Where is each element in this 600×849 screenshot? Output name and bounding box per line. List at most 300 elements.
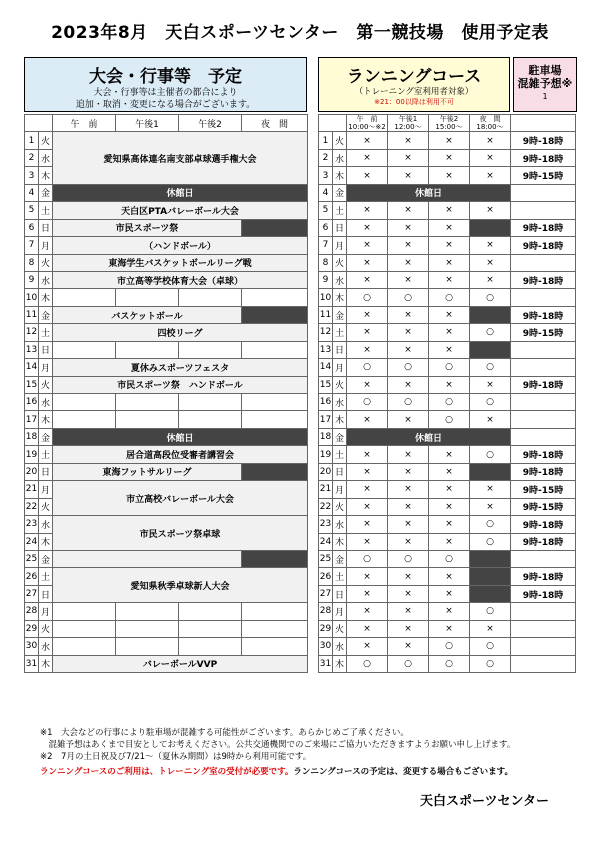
running-course-title: ランニングコース [346, 67, 482, 87]
weekday: 月 [39, 359, 53, 376]
available-mark: ○ [470, 394, 511, 411]
unavailable-mark: × [470, 620, 511, 637]
day-number: 4 [319, 184, 333, 201]
run-col-time: 18:00～ [476, 123, 504, 132]
weekday: 木 [333, 411, 347, 428]
available-mark: ○ [347, 655, 388, 672]
weekday: 火 [333, 376, 347, 393]
weekday: 火 [39, 132, 53, 149]
run-row [319, 620, 576, 637]
day-number: 8 [25, 254, 39, 271]
event-cell: 天白区PTAバレーボール大会 [53, 202, 308, 219]
events-row [25, 428, 308, 445]
unavailable-mark: × [388, 132, 429, 149]
parking-forecast [511, 254, 576, 271]
day-number: 18 [319, 428, 333, 445]
run-col-time: 10:00～※2 [348, 123, 386, 132]
unavailable-mark: × [347, 149, 388, 166]
unavailable-mark: × [388, 568, 429, 585]
unavailable-mark: × [347, 568, 388, 585]
day-number: 1 [319, 132, 333, 149]
day-number: 29 [319, 620, 333, 637]
unavailable-mark: × [429, 463, 470, 480]
unavailable-mark: × [470, 481, 511, 498]
day-number: 20 [25, 463, 39, 480]
weekday: 火 [333, 498, 347, 515]
weekday: 木 [39, 655, 53, 672]
event-cell: 市民スポーツ祭卓球 [53, 516, 308, 551]
day-number: 2 [25, 149, 39, 166]
run-row [319, 516, 576, 533]
day-number: 30 [25, 638, 39, 655]
weekday: 木 [39, 289, 53, 306]
unavailable-slot [470, 219, 511, 236]
event-cell: バレーボールVVP [53, 655, 308, 672]
empty-slot [179, 620, 242, 637]
events-row [25, 184, 308, 201]
weekday: 火 [39, 620, 53, 637]
run-row [319, 638, 576, 655]
unavailable-mark: × [388, 237, 429, 254]
unavailable-mark: × [429, 271, 470, 288]
unavailable-mark: × [347, 132, 388, 149]
weekday: 金 [39, 184, 53, 201]
unavailable-mark: × [470, 167, 511, 184]
empty-slot [179, 394, 242, 411]
available-mark: ○ [429, 655, 470, 672]
unavailable-mark: × [388, 498, 429, 515]
unavailable-mark: × [388, 271, 429, 288]
weekday: 金 [39, 428, 53, 445]
available-mark: ○ [470, 324, 511, 341]
running-course-header [318, 57, 510, 112]
unavailable-mark: × [470, 149, 511, 166]
day-number: 4 [25, 184, 39, 201]
run-row [319, 498, 576, 515]
available-mark: ○ [388, 655, 429, 672]
run-row [319, 202, 576, 219]
empty-slot [179, 603, 242, 620]
events-col-2: 午後2 [179, 115, 242, 132]
run-row [319, 306, 576, 323]
events-row [25, 289, 308, 306]
run-row [319, 655, 576, 672]
weekday: 日 [333, 463, 347, 480]
unavailable-slot [242, 463, 308, 480]
unavailable-mark: × [347, 638, 388, 655]
events-row [25, 620, 308, 637]
running-course-note: ※21：00以降は利用不可 [374, 98, 454, 106]
weekday: 日 [333, 341, 347, 358]
day-number: 23 [319, 516, 333, 533]
day-number: 11 [319, 306, 333, 323]
unavailable-mark: × [347, 324, 388, 341]
available-mark: ○ [388, 359, 429, 376]
parking-forecast: 9時-18時 [511, 149, 576, 166]
day-number: 12 [25, 324, 39, 341]
unavailable-mark: × [347, 533, 388, 550]
day-number: 5 [319, 202, 333, 219]
day-number: 6 [25, 219, 39, 236]
parking-forecast [511, 202, 576, 219]
unavailable-mark: × [347, 603, 388, 620]
parking-forecast: 9時-18時 [511, 446, 576, 463]
parking-forecast: 9時-18時 [511, 271, 576, 288]
day-number: 26 [25, 568, 39, 585]
unavailable-mark: × [347, 341, 388, 358]
event-cell: 愛知県高体連名南支部卓球選手権大会 [53, 132, 308, 184]
unavailable-mark: × [429, 533, 470, 550]
weekday: 月 [333, 481, 347, 498]
unavailable-mark: × [429, 603, 470, 620]
events-header [24, 57, 307, 112]
empty-slot [116, 394, 179, 411]
unavailable-mark: × [388, 341, 429, 358]
day-number: 7 [319, 237, 333, 254]
closed-day: 休館日 [53, 428, 308, 445]
events-col-header [25, 115, 308, 132]
day-number: 9 [319, 271, 333, 288]
weekday: 水 [333, 271, 347, 288]
unavailable-mark: × [388, 254, 429, 271]
parking-subtitle [514, 77, 576, 90]
parking-forecast: 9時-15時 [511, 498, 576, 515]
day-number: 29 [25, 620, 39, 637]
run-row [319, 533, 576, 550]
weekday: 月 [39, 481, 53, 498]
available-mark: ○ [470, 359, 511, 376]
run-row [319, 585, 576, 602]
weekday: 日 [333, 219, 347, 236]
available-mark: ○ [347, 394, 388, 411]
run-row [319, 428, 576, 445]
available-mark: ○ [429, 550, 470, 567]
events-row [25, 271, 308, 288]
empty-slot [53, 289, 116, 306]
day-number: 24 [319, 533, 333, 550]
weekday: 火 [333, 254, 347, 271]
events-row [25, 411, 308, 428]
weekday: 火 [39, 376, 53, 393]
parking-forecast: 9時-18時 [511, 376, 576, 393]
events-row [25, 516, 308, 533]
weekday: 水 [333, 516, 347, 533]
unavailable-mark: × [429, 202, 470, 219]
unavailable-mark: × [388, 149, 429, 166]
day-number: 18 [25, 428, 39, 445]
empty-slot [116, 411, 179, 428]
weekday: 火 [39, 498, 53, 515]
unavailable-mark: × [347, 219, 388, 236]
weekday: 土 [333, 324, 347, 341]
day-number: 6 [319, 219, 333, 236]
weekday: 火 [333, 620, 347, 637]
unavailable-mark: × [470, 271, 511, 288]
empty-slot [179, 289, 242, 306]
empty-slot [242, 289, 308, 306]
unavailable-slot [242, 219, 308, 236]
weekday: 土 [333, 568, 347, 585]
day-number: 30 [319, 638, 333, 655]
events-row [25, 638, 308, 655]
run-col-label: 午後2 [439, 115, 459, 124]
empty-slot [53, 394, 116, 411]
parking-forecast [511, 603, 576, 620]
day-number: 12 [319, 324, 333, 341]
weekday: 日 [333, 585, 347, 602]
unavailable-mark: × [388, 376, 429, 393]
event-cell: 東海フットサルリーグ [53, 463, 242, 480]
day-col-header [25, 115, 53, 132]
run-row [319, 132, 576, 149]
unavailable-mark: × [429, 306, 470, 323]
day-number: 10 [319, 289, 333, 306]
events-row [25, 324, 308, 341]
note-1-cont: 混雑予想はあくまで目安としてお考えください。公共交通機関でのご来場にご協力いただきますようお願い申し上げます。 [40, 740, 516, 750]
parking-forecast: 9時-18時 [511, 585, 576, 602]
weekday: 土 [39, 324, 53, 341]
unavailable-mark: × [470, 237, 511, 254]
day-number: 17 [319, 411, 333, 428]
run-row [319, 411, 576, 428]
run-row [319, 568, 576, 585]
day-number: 22 [25, 498, 39, 515]
events-header-note2: 追加・取消・変更になる場合がございます。 [75, 100, 256, 110]
empty-slot [116, 341, 179, 358]
day-number: 1 [25, 132, 39, 149]
events-row [25, 603, 308, 620]
weekday: 日 [39, 463, 53, 480]
unavailable-mark: × [470, 498, 511, 515]
empty-slot [116, 603, 179, 620]
run-col-3 [470, 115, 511, 132]
available-mark: ○ [470, 516, 511, 533]
weekday: 木 [39, 411, 53, 428]
weekday: 火 [333, 132, 347, 149]
empty-slot [242, 603, 308, 620]
event-cell: 市立高校バレーボール大会 [53, 481, 308, 516]
weekday: 水 [333, 638, 347, 655]
events-row [25, 655, 308, 672]
parking-forecast: 9時-15時 [511, 167, 576, 184]
run-row [319, 219, 576, 236]
day-number: 16 [319, 394, 333, 411]
weekday: 日 [39, 219, 53, 236]
parking-forecast: 9時-15時 [511, 481, 576, 498]
run-row [319, 167, 576, 184]
unavailable-mark: × [470, 202, 511, 219]
unavailable-slot [470, 550, 511, 567]
parking-forecast [511, 655, 576, 672]
unavailable-slot [470, 463, 511, 480]
unavailable-slot [470, 585, 511, 602]
note-1: ※1 大会などの行事により駐車場が混雑する可能性がございます。あらかじめご了承ください。 [40, 728, 409, 738]
parking-forecast [511, 620, 576, 637]
note-running-tail: ランニングコースの予定は、変更する場合もございます。 [293, 767, 513, 777]
unavailable-mark: × [347, 498, 388, 515]
unavailable-mark: × [429, 446, 470, 463]
run-row [319, 184, 576, 201]
empty-slot [179, 411, 242, 428]
day-number: 3 [319, 167, 333, 184]
unavailable-mark: × [429, 585, 470, 602]
empty-slot [242, 620, 308, 637]
weekday: 月 [39, 603, 53, 620]
events-row [25, 341, 308, 358]
events-col-0: 午 前 [53, 115, 116, 132]
run-day-col-header [319, 115, 347, 132]
weekday: 金 [333, 306, 347, 323]
events-col-1: 午後1 [116, 115, 179, 132]
available-mark: ○ [429, 411, 470, 428]
parking-forecast [511, 359, 576, 376]
weekday: 月 [39, 237, 53, 254]
day-number: 7 [25, 237, 39, 254]
day-number: 26 [319, 568, 333, 585]
unavailable-mark: × [429, 254, 470, 271]
run-row [319, 446, 576, 463]
weekday: 金 [39, 550, 53, 567]
events-row [25, 202, 308, 219]
day-number: 25 [319, 550, 333, 567]
unavailable-mark: × [347, 271, 388, 288]
weekday: 月 [333, 237, 347, 254]
day-number: 20 [319, 463, 333, 480]
unavailable-mark: × [388, 603, 429, 620]
day-number: 22 [319, 498, 333, 515]
run-col-2 [429, 115, 470, 132]
unavailable-mark: × [388, 638, 429, 655]
parking-forecast [511, 411, 576, 428]
weekday: 月 [333, 359, 347, 376]
events-row [25, 463, 308, 480]
unavailable-slot [242, 550, 308, 567]
unavailable-mark: × [429, 516, 470, 533]
empty-slot [116, 638, 179, 655]
closed-day: 休館日 [347, 428, 511, 445]
run-row [319, 254, 576, 271]
parking-forecast [511, 184, 576, 201]
events-row [25, 568, 308, 585]
available-mark: ○ [470, 533, 511, 550]
event-cell: 市民スポーツ祭 [53, 219, 242, 236]
weekday: 水 [39, 271, 53, 288]
run-row [319, 359, 576, 376]
unavailable-mark: × [347, 202, 388, 219]
note-running [40, 766, 590, 778]
empty-slot [53, 411, 116, 428]
day-number: 13 [319, 341, 333, 358]
unavailable-mark: × [388, 167, 429, 184]
unavailable-mark: × [429, 481, 470, 498]
event-cell: 夏休みスポーツフェスタ [53, 359, 308, 376]
unavailable-mark: × [470, 254, 511, 271]
weekday: 水 [333, 149, 347, 166]
events-col-3: 夜 間 [242, 115, 308, 132]
weekday: 木 [39, 533, 53, 550]
unavailable-mark: × [347, 481, 388, 498]
run-col-1 [388, 115, 429, 132]
day-number: 3 [25, 167, 39, 184]
unavailable-mark: × [388, 516, 429, 533]
footer-org: 天白スポーツセンター [420, 794, 549, 809]
parking-forecast: 9時-18時 [511, 306, 576, 323]
day-number: 21 [25, 481, 39, 498]
unavailable-mark: × [347, 585, 388, 602]
available-mark: ○ [470, 446, 511, 463]
available-mark: ○ [347, 359, 388, 376]
run-row [319, 149, 576, 166]
events-row [25, 394, 308, 411]
weekday: 水 [39, 638, 53, 655]
events-row [25, 446, 308, 463]
weekday: 木 [333, 289, 347, 306]
events-row [25, 550, 308, 567]
weekday: 木 [333, 655, 347, 672]
run-col-header [319, 115, 576, 132]
run-col-label: 午後1 [398, 115, 418, 124]
parking-forecast: 9時-18時 [511, 533, 576, 550]
events-header-note1: 大会・行事等は主催者の都合により [93, 88, 238, 98]
empty-slot [53, 620, 116, 637]
unavailable-mark: × [347, 463, 388, 480]
day-number: 10 [25, 289, 39, 306]
available-mark: ○ [388, 289, 429, 306]
run-row [319, 341, 576, 358]
available-mark: ○ [429, 359, 470, 376]
unavailable-mark: × [429, 341, 470, 358]
unavailable-slot [470, 568, 511, 585]
unavailable-mark: × [429, 620, 470, 637]
events-row [25, 132, 308, 149]
weekday: 火 [39, 254, 53, 271]
day-number: 19 [25, 446, 39, 463]
events-row [25, 237, 308, 254]
events-row [25, 254, 308, 271]
parking-footnote-ref: 1 [542, 92, 548, 101]
run-row [319, 603, 576, 620]
run-row [319, 271, 576, 288]
unavailable-mark: × [429, 219, 470, 236]
weekday: 金 [333, 184, 347, 201]
unavailable-mark: × [347, 620, 388, 637]
unavailable-mark: × [347, 411, 388, 428]
weekday: 月 [333, 603, 347, 620]
empty-slot [179, 638, 242, 655]
day-number: 13 [25, 341, 39, 358]
parking-forecast [511, 638, 576, 655]
available-mark: ○ [470, 638, 511, 655]
day-number: 28 [25, 603, 39, 620]
run-row [319, 376, 576, 393]
event-cell: 居合道高段位受審者講習会 [53, 446, 308, 463]
weekday: 金 [333, 428, 347, 445]
day-number: 24 [25, 533, 39, 550]
empty-slot [242, 638, 308, 655]
unavailable-mark: × [347, 516, 388, 533]
available-mark: ○ [470, 289, 511, 306]
day-number: 23 [25, 516, 39, 533]
empty-slot [116, 620, 179, 637]
available-mark: ○ [388, 394, 429, 411]
day-number: 14 [25, 359, 39, 376]
parking-header [513, 57, 577, 112]
unavailable-mark: × [347, 306, 388, 323]
event-cell: 市民スポーツ祭 ハンドボール [53, 376, 308, 393]
events-table [24, 114, 308, 673]
unavailable-slot [470, 341, 511, 358]
day-number: 25 [25, 550, 39, 567]
